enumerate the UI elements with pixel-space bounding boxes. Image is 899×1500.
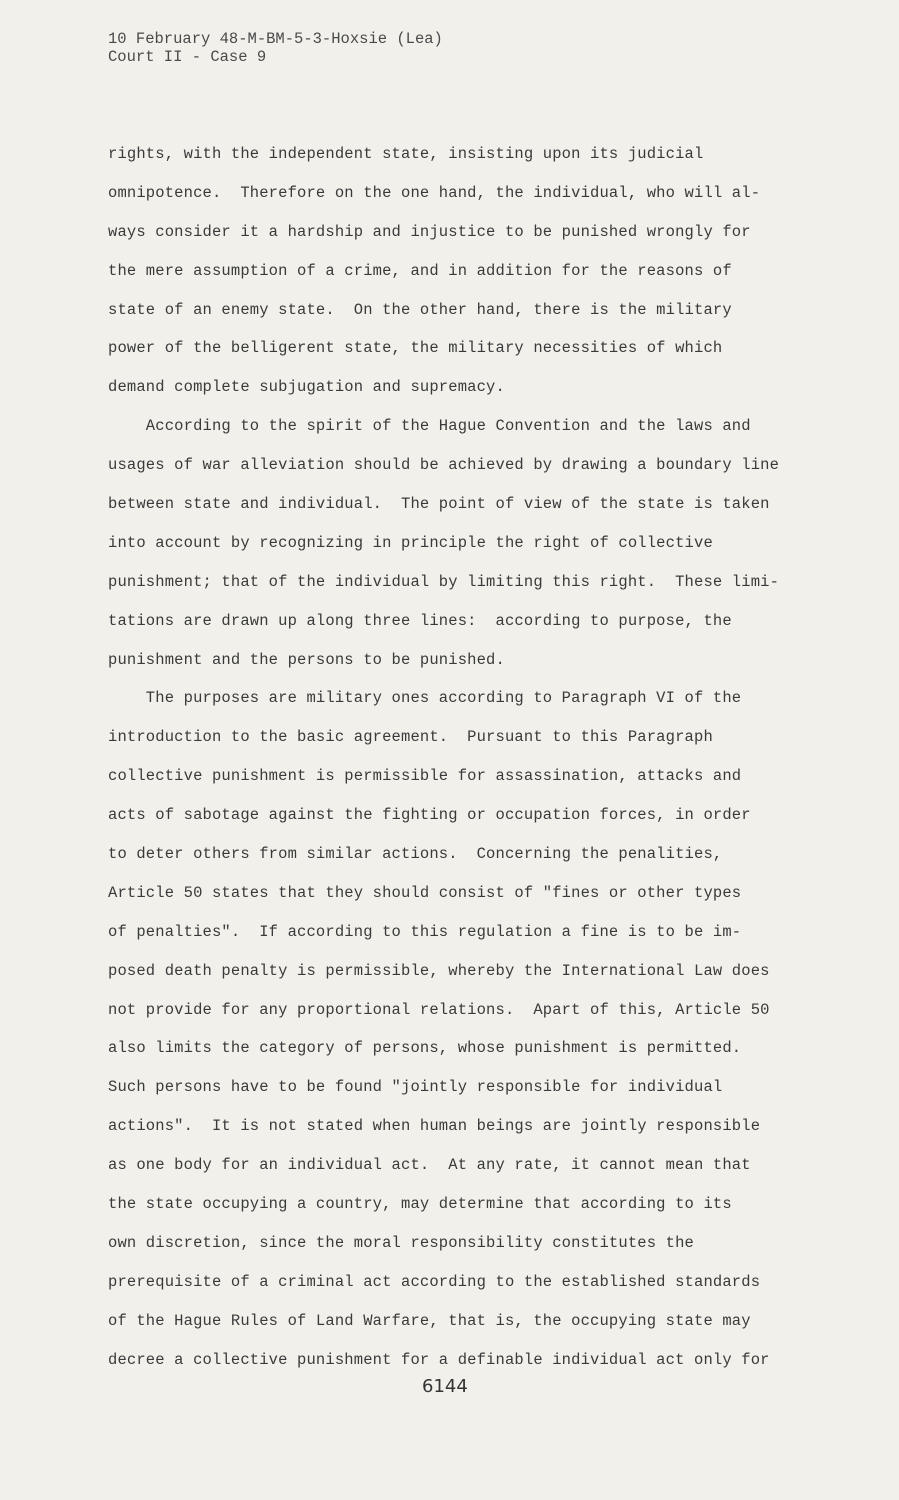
text-line: into account by recognizing in principle the right of collective	[108, 533, 713, 552]
text-line: The purposes are military ones according to Paragraph VI of the	[108, 689, 742, 708]
text-line: tations are drawn up along three lines: according to purpose, the	[108, 611, 732, 630]
text-line: Such persons have to be found "jointly responsible for individual	[108, 1078, 723, 1097]
text-line: decree a collective punishment for a definable individual act only for	[108, 1350, 770, 1369]
text-line: demand complete subjugation and supremacy.	[108, 378, 505, 397]
text-line: punishment; that of the individual by limiting this right. These limi-	[108, 572, 780, 591]
header-date-reference: 10 February 48-M-BM-5-3-Hoxsie (Lea)	[108, 30, 443, 48]
text-line: actions". It is not stated when human beings are jointly responsible	[108, 1117, 761, 1136]
text-line: rights, with the independent state, insisting upon its judicial	[108, 145, 704, 163]
text-line: posed death penalty is permissible, whereby the International Law does	[108, 961, 770, 980]
text-line: of penalties". If according to this regulation a fine is to be im-	[108, 922, 742, 941]
text-line: collective punishment is permissible for assassination, attacks and	[108, 767, 742, 786]
text-line: According to the spirit of the Hague Convention and the laws and	[108, 417, 751, 436]
text-line: between state and individual. The point of view of the state is taken	[108, 495, 770, 514]
text-line: omnipotence. Therefore on the one hand, the individual, who will al-	[108, 183, 761, 202]
text-line: the mere assumption of a crime, and in addition for the reasons of	[108, 261, 732, 280]
document-body	[108, 144, 808, 1389]
text-line: Article 50 states that they should consist of "fines or other types	[108, 883, 742, 902]
text-line: to deter others from similar actions. Concerning the penalities,	[108, 845, 723, 864]
text-line: introduction to the basic agreement. Pursuant to this Paragraph	[108, 728, 713, 747]
text-line: punishment and the persons to be punished.	[108, 650, 505, 669]
header-court-case: Court II - Case 9	[108, 48, 267, 66]
text-line: not provide for any proportional relations. Apart of this, Article 50	[108, 1000, 770, 1019]
page-number: 6144	[422, 1376, 468, 1397]
text-line: power of the belligerent state, the military necessities of which	[108, 339, 723, 358]
text-line: usages of war alleviation should be achieved by drawing a boundary line	[108, 456, 780, 475]
text-line: prerequisite of a criminal act according to the established standards	[108, 1272, 761, 1291]
text-line: state of an enemy state. On the other hand, there is the military	[108, 300, 732, 319]
text-line: the state occupying a country, may determine that according to its	[108, 1195, 732, 1214]
text-line: ways consider it a hardship and injustice to be punished wrongly for	[108, 222, 751, 241]
text-line: as one body for an individual act. At any rate, it cannot mean that	[108, 1156, 751, 1175]
text-line: own discretion, since the moral responsibility constitutes the	[108, 1233, 694, 1252]
text-line: of the Hague Rules of Land Warfare, that is, the occupying state may	[108, 1311, 751, 1330]
text-line: also limits the category of persons, whose punishment is permitted.	[108, 1039, 742, 1058]
document-header	[108, 30, 443, 66]
text-line: acts of sabotage against the fighting or occupation forces, in order	[108, 806, 751, 825]
